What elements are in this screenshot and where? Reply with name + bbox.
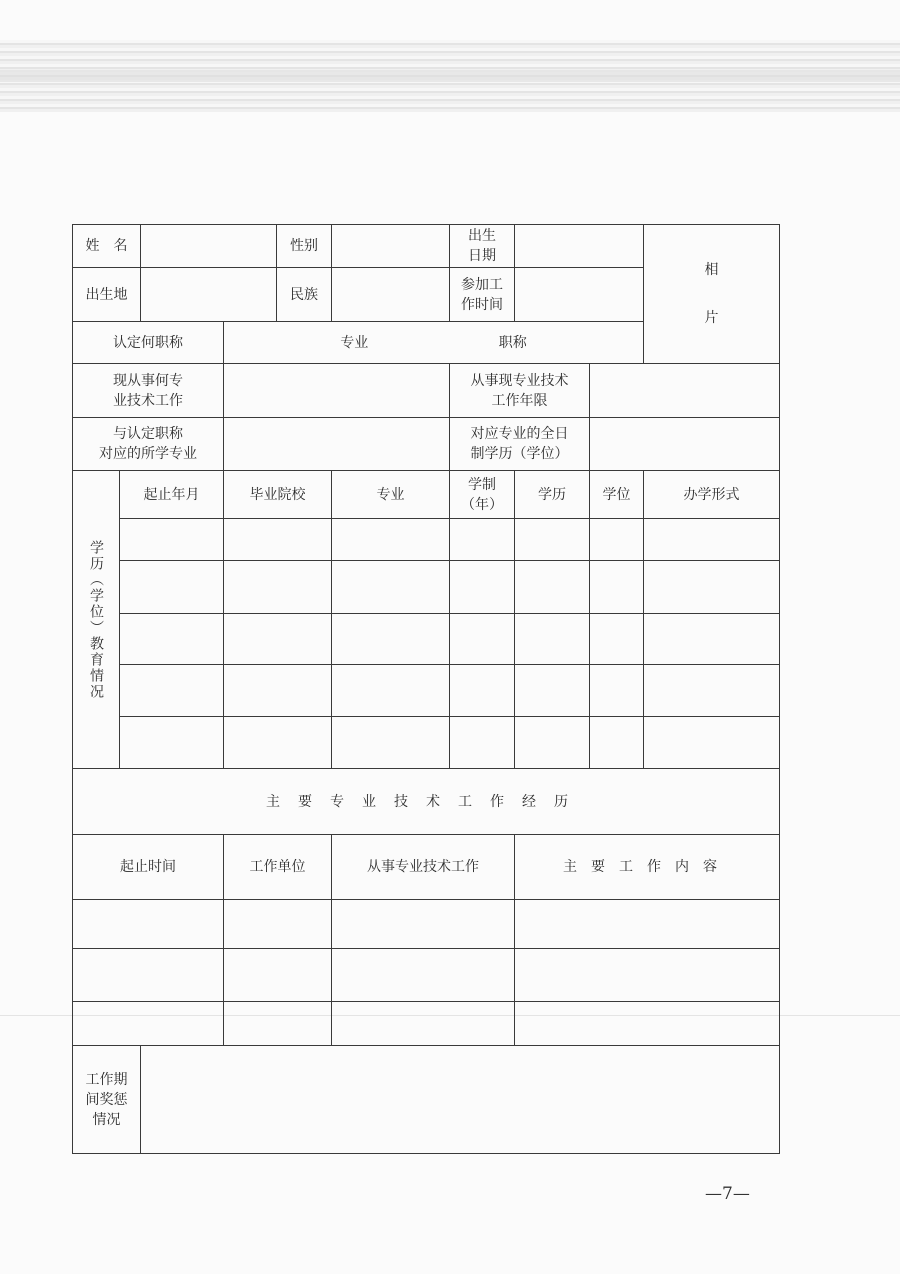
edu-cell[interactable] [515, 561, 590, 614]
edu-cell[interactable] [450, 561, 515, 614]
birth-date-field[interactable] [515, 225, 644, 268]
work-experience-title-row [73, 769, 780, 835]
edu-cell[interactable] [644, 665, 780, 717]
edu-cell[interactable] [120, 717, 224, 769]
edu-cell[interactable] [332, 665, 450, 717]
edu-cell[interactable] [332, 717, 450, 769]
work-header-tech-work: 从事专业技术工作 [332, 835, 515, 900]
ethnicity-field[interactable] [332, 268, 450, 322]
gender-field[interactable] [332, 225, 450, 268]
work-row [73, 949, 780, 1002]
edu-header-period: 起止年月 [120, 471, 224, 519]
certification-title-label: 职称 [498, 334, 527, 351]
photo-label-2: 片 [704, 310, 719, 326]
scan-top-band [0, 40, 900, 112]
education-row [73, 561, 780, 614]
work-cell[interactable] [224, 1002, 332, 1046]
work-header-employer: 工作单位 [224, 835, 332, 900]
edu-cell[interactable] [515, 519, 590, 561]
edu-cell[interactable] [224, 717, 332, 769]
row-related-major [73, 418, 780, 471]
current-work-label: 现从事何专 业技术工作 [73, 364, 224, 418]
fulltime-degree-field[interactable] [590, 418, 780, 471]
page-number: —7— [705, 1184, 750, 1204]
edu-cell[interactable] [332, 519, 450, 561]
edu-cell[interactable] [224, 614, 332, 665]
edu-cell[interactable] [590, 665, 644, 717]
education-section-label: 学历（学位）教育情况 [73, 471, 120, 769]
awards-row [73, 1046, 780, 1154]
form-table [72, 224, 780, 1154]
related-major-label: 与认定职称 对应的所学专业 [73, 418, 224, 471]
work-cell[interactable] [332, 900, 515, 949]
work-header-content: 主要工作内容 [515, 835, 780, 900]
work-header-row [73, 835, 780, 900]
work-cell[interactable] [515, 949, 780, 1002]
edu-cell[interactable] [515, 665, 590, 717]
edu-cell[interactable] [120, 519, 224, 561]
education-row [73, 519, 780, 561]
edu-header-degree: 学位 [590, 471, 644, 519]
edu-cell[interactable] [590, 717, 644, 769]
birthplace-label: 出生地 [73, 268, 141, 322]
work-cell[interactable] [224, 900, 332, 949]
name-label: 姓 名 [73, 225, 141, 268]
work-row [73, 1002, 780, 1046]
edu-cell[interactable] [332, 561, 450, 614]
edu-cell[interactable] [590, 614, 644, 665]
certification-major-label: 专业 [340, 334, 369, 351]
work-experience-title: 主要专业技术工作经历 [73, 769, 780, 835]
education-row [73, 614, 780, 665]
edu-cell[interactable] [590, 519, 644, 561]
edu-cell[interactable] [515, 717, 590, 769]
work-cell[interactable] [73, 900, 224, 949]
edu-cell[interactable] [450, 717, 515, 769]
awards-label: 工作期 间奖惩 情况 [73, 1046, 141, 1154]
edu-cell[interactable] [120, 614, 224, 665]
row-current-work [73, 364, 780, 418]
work-cell[interactable] [332, 1002, 515, 1046]
photo-label: 相 [704, 262, 719, 278]
edu-header-degree-level: 学历 [515, 471, 590, 519]
photo-box[interactable] [644, 225, 780, 364]
edu-header-school: 毕业院校 [224, 471, 332, 519]
edu-cell[interactable] [644, 717, 780, 769]
edu-header-major: 专业 [332, 471, 450, 519]
certification-field[interactable] [224, 322, 644, 364]
edu-cell[interactable] [450, 519, 515, 561]
current-work-field[interactable] [224, 364, 450, 418]
edu-cell[interactable] [590, 561, 644, 614]
edu-cell[interactable] [332, 614, 450, 665]
work-cell[interactable] [73, 949, 224, 1002]
work-start-label: 参加工 作时间 [450, 268, 515, 322]
edu-cell[interactable] [224, 561, 332, 614]
edu-cell[interactable] [120, 561, 224, 614]
name-field[interactable] [141, 225, 277, 268]
edu-cell[interactable] [644, 561, 780, 614]
edu-cell[interactable] [224, 519, 332, 561]
edu-cell[interactable] [120, 665, 224, 717]
edu-cell[interactable] [515, 614, 590, 665]
gender-label: 性别 [277, 225, 332, 268]
work-years-field[interactable] [590, 364, 780, 418]
fulltime-degree-label: 对应专业的全日 制学历（学位） [450, 418, 590, 471]
edu-cell[interactable] [644, 519, 780, 561]
row-name [73, 225, 780, 268]
work-cell[interactable] [515, 900, 780, 949]
work-header-period: 起止时间 [73, 835, 224, 900]
awards-field[interactable] [141, 1046, 780, 1154]
ethnicity-label: 民族 [277, 268, 332, 322]
education-row [73, 717, 780, 769]
application-form [72, 224, 780, 1154]
related-major-field[interactable] [224, 418, 450, 471]
work-cell[interactable] [224, 949, 332, 1002]
work-cell[interactable] [73, 1002, 224, 1046]
education-row [73, 665, 780, 717]
birth-date-label: 出生 日期 [450, 225, 515, 268]
work-cell[interactable] [332, 949, 515, 1002]
education-header-row [73, 471, 780, 519]
edu-cell[interactable] [224, 665, 332, 717]
birthplace-field[interactable] [141, 268, 277, 322]
edu-cell[interactable] [450, 614, 515, 665]
edu-header-mode: 办学形式 [644, 471, 780, 519]
edu-cell[interactable] [450, 665, 515, 717]
edu-cell[interactable] [644, 614, 780, 665]
work-row [73, 900, 780, 949]
certification-label: 认定何职称 [73, 322, 224, 364]
work-cell[interactable] [515, 1002, 780, 1046]
work-years-label: 从事现专业技术 工作年限 [450, 364, 590, 418]
edu-header-length: 学制 （年） [450, 471, 515, 519]
work-start-field[interactable] [515, 268, 644, 322]
